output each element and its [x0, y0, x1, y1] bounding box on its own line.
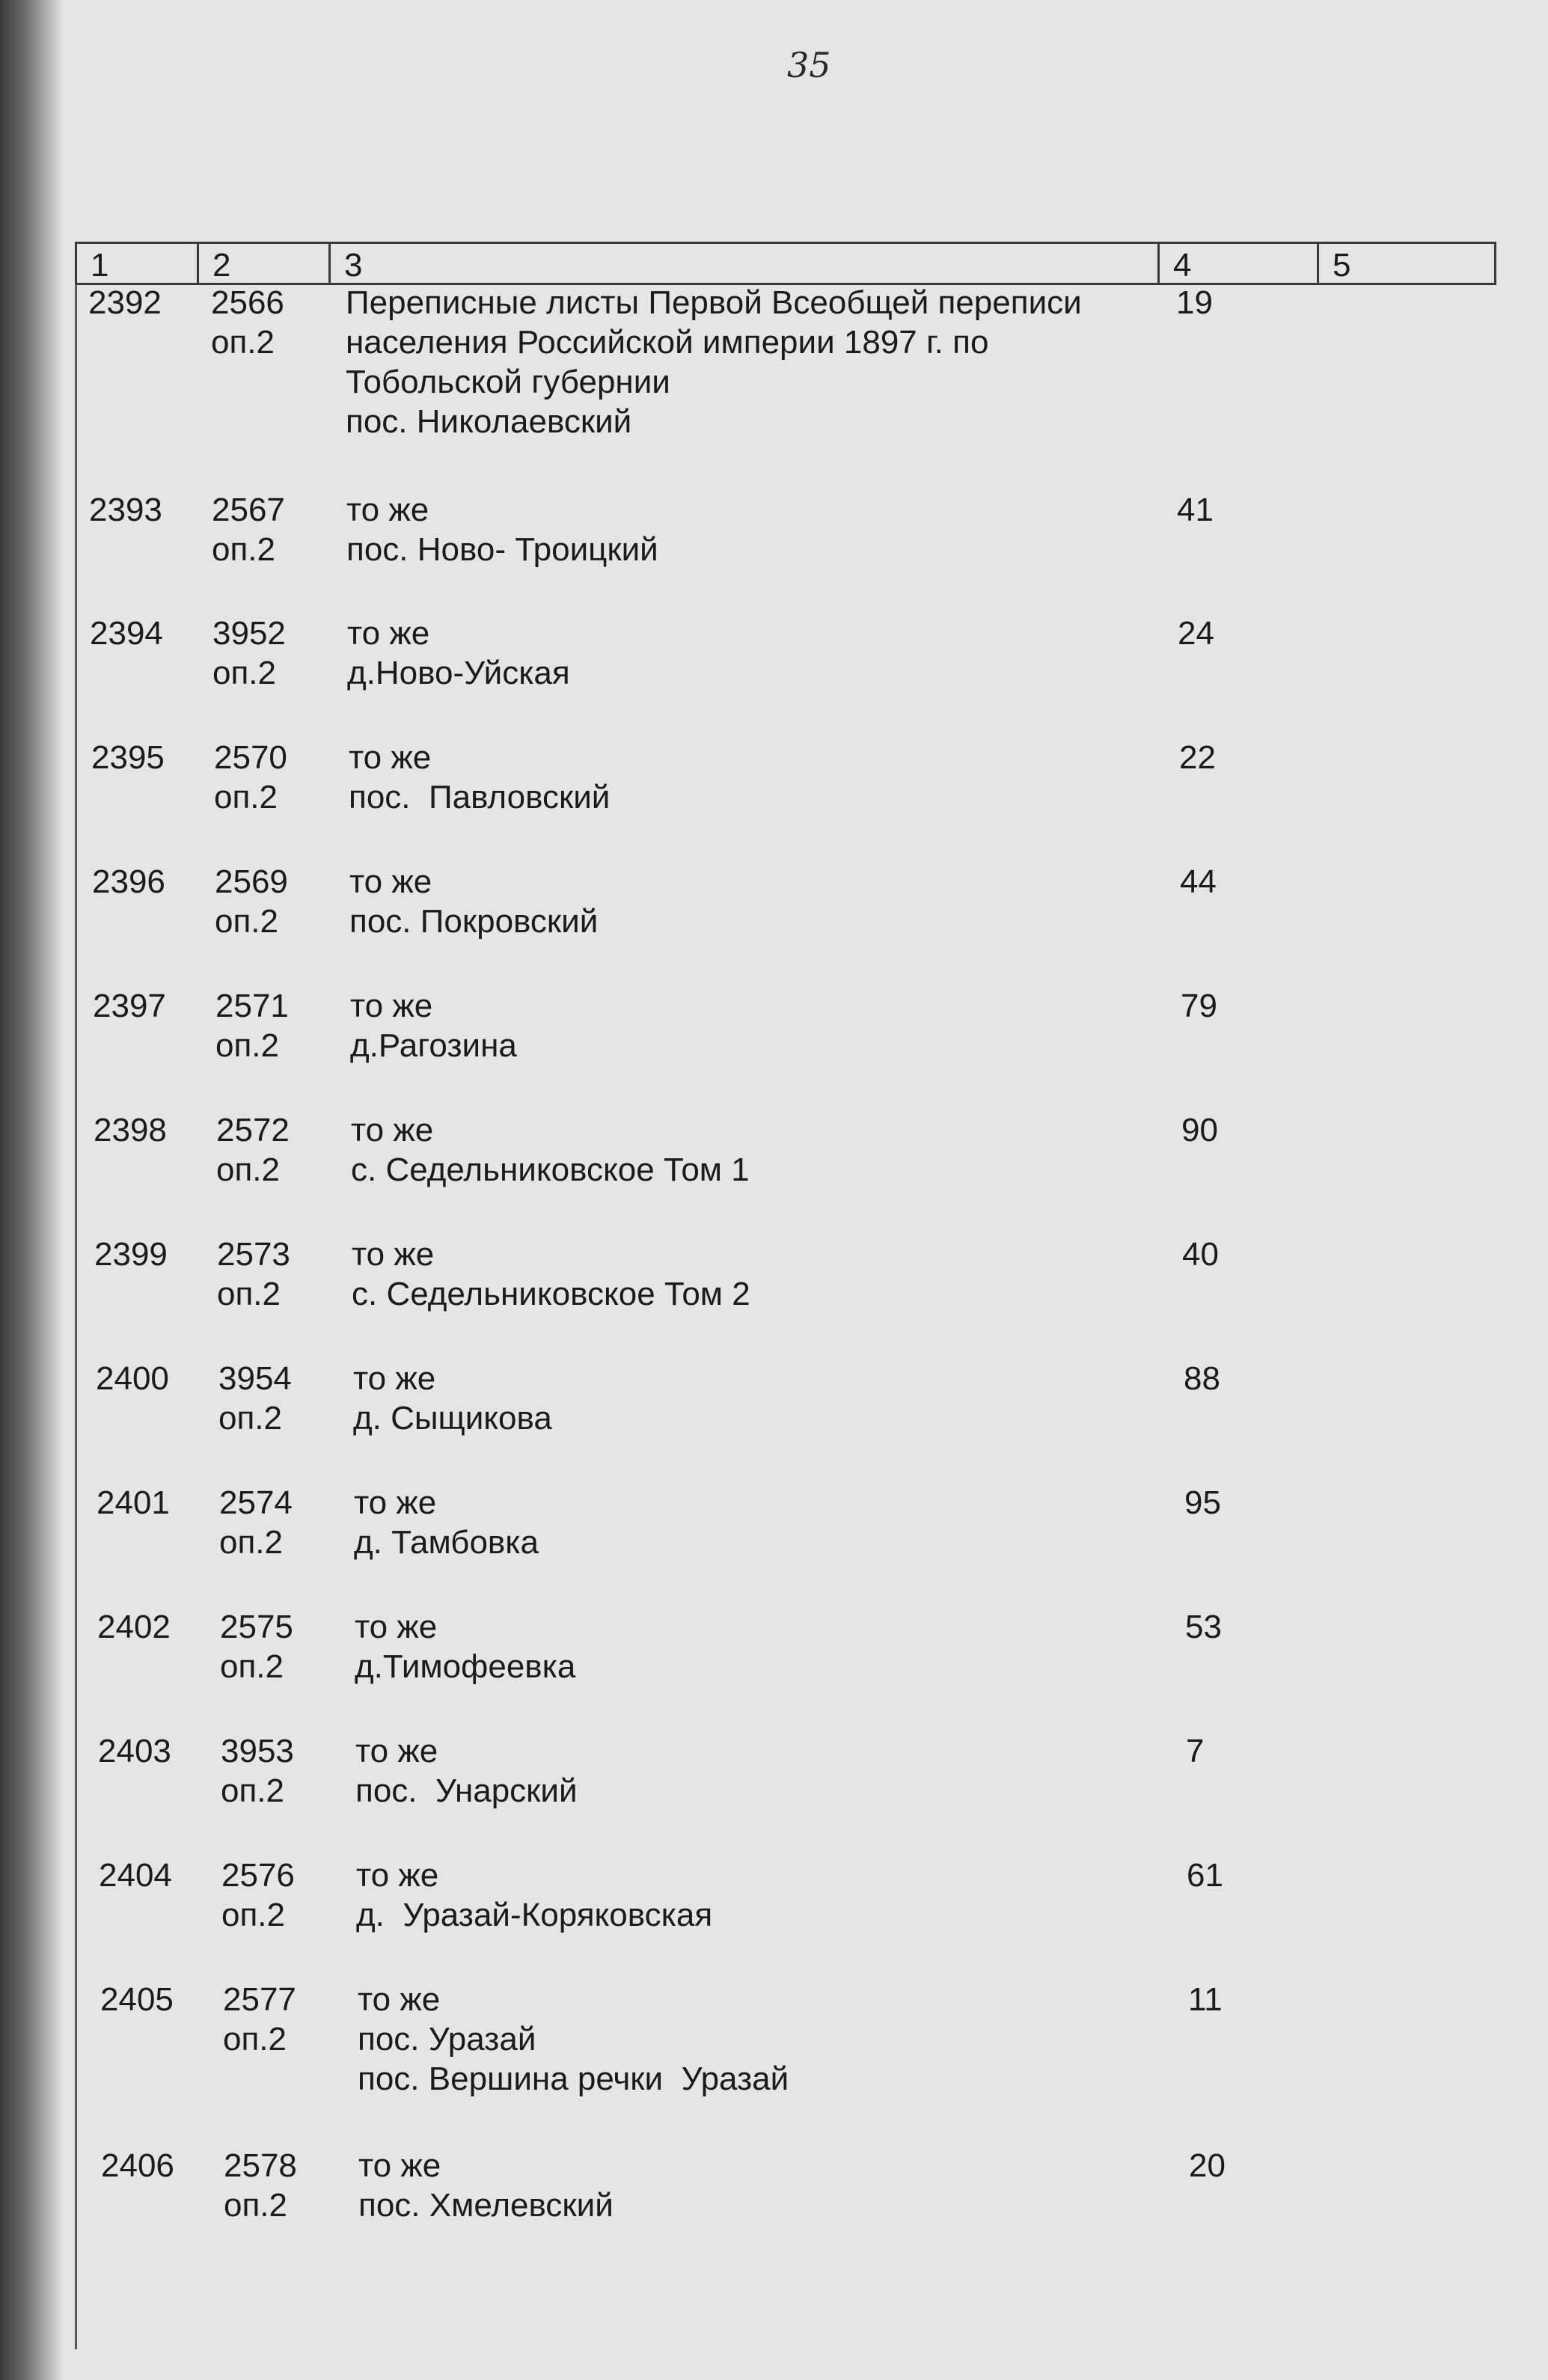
record-number: 2404 [99, 1857, 172, 1894]
file-reference [217, 1235, 290, 1314]
opis-number: оп.2 [220, 1648, 284, 1685]
sheet-count: 22 [1179, 739, 1216, 776]
record-number: 2401 [97, 1484, 170, 1521]
description-title: то же [358, 1981, 441, 2018]
delo-number: 3953 [221, 1733, 294, 1769]
description-title: то же [349, 739, 432, 776]
record-description [350, 986, 517, 1065]
description-line: д. Уразай-Коряковская [356, 1897, 713, 1933]
sheet-count: 88 [1184, 1360, 1220, 1397]
sheet-count: 90 [1181, 1112, 1218, 1148]
sheet-count: 40 [1182, 1236, 1219, 1273]
opis-number: оп.2 [214, 779, 278, 816]
opis-number: оп.2 [223, 2021, 287, 2058]
record-description [346, 283, 1082, 441]
file-reference [221, 1731, 294, 1811]
record-description [354, 1483, 539, 1562]
delo-number: 2566 [211, 284, 284, 321]
record-description [358, 1980, 789, 2099]
description-line: Тобольской губернии [346, 364, 670, 400]
description-line: д.Ново-Уйская [347, 655, 570, 691]
description-line: пос. Унарский [355, 1772, 578, 1809]
record-number: 2398 [94, 1112, 167, 1148]
page-number: 35 [787, 45, 831, 85]
record-number: 2396 [92, 863, 165, 900]
description-line: пос. Покровский [349, 903, 599, 940]
record-number: 2397 [93, 988, 166, 1024]
record-description [349, 738, 610, 817]
opis-number: оп.2 [224, 2187, 287, 2224]
delo-number: 2570 [214, 739, 287, 776]
record-number: 2394 [90, 615, 163, 652]
file-reference [211, 283, 284, 362]
header-col-5: 5 [1333, 247, 1351, 284]
delo-number: 2572 [216, 1112, 290, 1148]
description-line: д.Рагозина [350, 1027, 517, 1064]
opis-number: оп.2 [215, 1027, 279, 1064]
opis-number: оп.2 [211, 324, 275, 361]
description-title: то же [352, 1236, 435, 1273]
record-number: 2403 [98, 1733, 171, 1769]
record-number: 2405 [100, 1981, 174, 2018]
record-description [356, 1856, 712, 1935]
sheet-count: 53 [1185, 1609, 1222, 1645]
sheet-count: 11 [1188, 1981, 1223, 2018]
file-reference [219, 1483, 293, 1562]
delo-number: 2575 [220, 1609, 293, 1645]
record-number: 2392 [88, 284, 162, 321]
description-title: то же [358, 2147, 441, 2184]
opis-number: оп.2 [216, 1151, 280, 1188]
opis-number: оп.2 [221, 1772, 284, 1809]
description-line: с. Седельниковское Том 1 [351, 1151, 750, 1188]
sheet-count: 61 [1187, 1857, 1223, 1894]
description-title: то же [353, 1360, 436, 1397]
delo-number: 2574 [219, 1484, 293, 1521]
record-number: 2400 [96, 1360, 169, 1397]
record-number: 2399 [94, 1236, 168, 1273]
sheet-count: 20 [1189, 2147, 1226, 2184]
description-title: то же [347, 615, 430, 652]
delo-number: 3954 [218, 1360, 292, 1397]
delo-number: 2569 [215, 863, 288, 900]
file-reference [212, 614, 286, 693]
description-line: пос. Ново- Троицкий [346, 531, 658, 568]
header-col-1: 1 [77, 244, 199, 283]
record-description [351, 1110, 750, 1190]
sheet-count: 44 [1180, 863, 1217, 900]
record-description [347, 614, 570, 693]
file-reference [221, 1856, 295, 1935]
description-line: пос. Николаевский [346, 403, 632, 440]
record-description [358, 2146, 614, 2225]
header-col-3: 3 [331, 244, 1160, 283]
description-line: пос. Вершина речки Уразай [358, 2061, 789, 2097]
record-description [352, 1235, 750, 1314]
file-reference [220, 1607, 293, 1686]
delo-number: 2578 [224, 2147, 297, 2184]
description-line: д.Тимофеевка [355, 1648, 576, 1685]
delo-number: 2571 [215, 988, 289, 1024]
description-title: то же [349, 863, 432, 900]
sheet-count: 41 [1177, 492, 1214, 528]
description-title: то же [355, 1609, 438, 1645]
file-reference [216, 1110, 290, 1190]
record-description [355, 1607, 575, 1686]
description-line: пос. Хмелевский [358, 2187, 614, 2224]
delo-number: 2577 [223, 1981, 296, 2018]
description-line: д. Тамбовка [354, 1524, 539, 1561]
description-title: то же [351, 1112, 434, 1148]
sheet-count: 7 [1186, 1733, 1205, 1769]
opis-number: оп.2 [215, 903, 278, 940]
sheet-count: 79 [1181, 988, 1217, 1024]
description-title: то же [350, 988, 433, 1024]
record-number: 2406 [101, 2147, 174, 2184]
delo-number: 2567 [212, 492, 285, 528]
record-description [353, 1359, 552, 1438]
record-description [355, 1731, 578, 1811]
file-reference [218, 1359, 292, 1438]
record-description [346, 490, 658, 569]
opis-number: оп.2 [218, 1400, 282, 1437]
file-reference [214, 738, 287, 817]
opis-number: оп.2 [219, 1524, 283, 1561]
file-reference [215, 862, 288, 941]
file-reference [223, 1980, 296, 2059]
description-title: то же [355, 1733, 438, 1769]
opis-number: оп.2 [212, 655, 276, 691]
sheet-count: 19 [1176, 284, 1213, 321]
description-title: то же [356, 1857, 439, 1894]
header-col-2: 2 [199, 244, 331, 283]
description-line: пос. Павловский [349, 779, 611, 816]
opis-number: оп.2 [212, 531, 275, 568]
delo-number: 2576 [221, 1857, 295, 1894]
record-description [349, 862, 598, 941]
record-number: 2402 [97, 1609, 171, 1645]
description-title: Переписные листы Первой Всеобщей переписи [346, 284, 1082, 321]
description-title: то же [354, 1484, 437, 1521]
description-line: населения Российской империи 1897 г. по [346, 324, 989, 361]
description-title: то же [346, 492, 429, 528]
description-line: с. Седельниковское Том 2 [352, 1276, 750, 1312]
file-reference [215, 986, 289, 1065]
sheet-count: 95 [1184, 1484, 1221, 1521]
opis-number: оп.2 [221, 1897, 285, 1933]
delo-number: 2573 [217, 1236, 290, 1273]
header-col-4: 4 [1160, 244, 1319, 283]
description-line: д. Сыщикова [353, 1400, 552, 1437]
sheet-count: 24 [1178, 615, 1214, 652]
record-number: 2395 [91, 739, 165, 776]
file-reference [212, 490, 285, 569]
opis-number: оп.2 [217, 1276, 281, 1312]
delo-number: 3952 [212, 615, 286, 652]
record-number: 2393 [89, 492, 162, 528]
file-reference [224, 2146, 297, 2225]
description-line: пос. Уразай [358, 2021, 536, 2058]
